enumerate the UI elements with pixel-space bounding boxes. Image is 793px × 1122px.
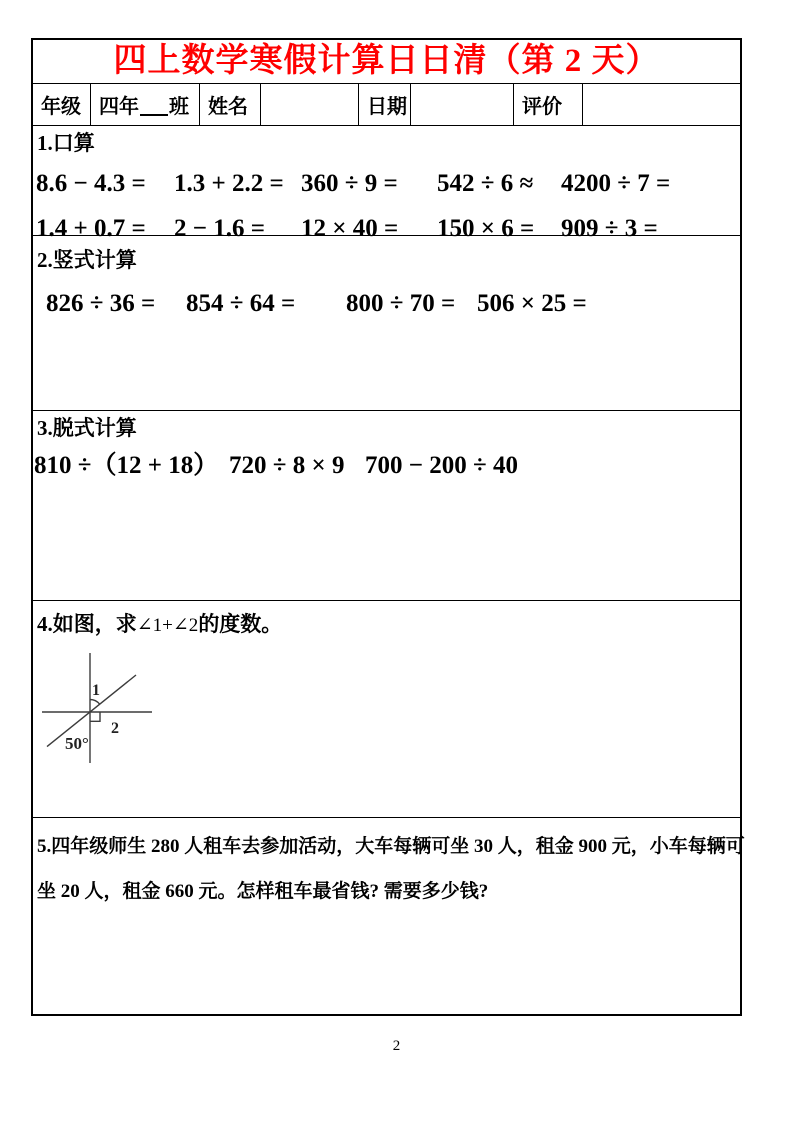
page-title: 四上数学寒假计算日日清（第 2 天） xyxy=(113,43,660,79)
section-word-problem xyxy=(33,817,745,1014)
grade-blank-line xyxy=(140,94,168,116)
geometry-heading-math: ∠1+∠2 xyxy=(136,615,199,636)
angle-2-label: 2 xyxy=(111,720,119,737)
geometry-heading-prefix: 4.如图，求 xyxy=(37,612,137,636)
angle-1-arc xyxy=(90,700,100,705)
oral-problem: 8.6 − 4.3 = xyxy=(36,170,146,198)
oral-problem: 542 ÷ 6 ≈ xyxy=(437,170,534,198)
grade-label: 年级 xyxy=(41,96,81,118)
word-problem-line-2: 坐 20 人，租金 660 元。怎样租车最省钱? 需要多少钱? xyxy=(37,881,489,902)
oral-problem: 909 ÷ 3 = xyxy=(561,215,658,243)
grade-prefix: 四年 xyxy=(99,96,139,118)
stepwise-problem: 810 ÷（12 + 18） xyxy=(34,452,219,480)
section-vertical-calculation xyxy=(33,235,740,410)
given-angle-label: 50° xyxy=(65,734,89,753)
name-label: 姓名 xyxy=(199,84,260,125)
section-angle-problem xyxy=(33,600,740,817)
oral-problem: 360 ÷ 9 = xyxy=(301,170,398,198)
section-heading-stepwise: 3.脱式计算 xyxy=(37,416,137,440)
word-problem-line-1: 5.四年级师生 280 人租车去参加活动，大车每辆可坐 30 人，租金 900 元，小车每辆可 xyxy=(37,836,745,857)
section-stepwise-calculation xyxy=(33,410,740,600)
oral-problem-row-1 xyxy=(33,171,740,196)
vertical-problem: 826 ÷ 36 = xyxy=(46,290,156,318)
section-heading-oral: 1.口算 xyxy=(37,131,95,155)
grade-suffix: 班 xyxy=(169,96,189,118)
oral-problem: 1.4 + 0.7 = xyxy=(36,215,146,243)
title-row xyxy=(33,40,740,83)
angle-figure xyxy=(39,649,179,779)
section-heading-geometry xyxy=(37,611,740,639)
vertical-problem-row xyxy=(33,291,740,316)
page-number: 2 xyxy=(392,1038,401,1054)
worksheet-table xyxy=(31,38,745,1016)
vertical-problem: 854 ÷ 64 = xyxy=(186,290,296,318)
evaluation-value-cell xyxy=(582,84,740,125)
oral-problem: 1.3 + 2.2 = xyxy=(174,170,284,198)
oral-problem: 150 × 6 = xyxy=(437,215,535,243)
section-heading-vertical: 2.竖式计算 xyxy=(37,248,137,272)
stepwise-problem-row xyxy=(33,453,740,478)
stepwise-problem: 700 − 200 ÷ 40 xyxy=(365,452,518,480)
vertical-problem: 506 × 25 = xyxy=(477,290,587,318)
section-oral-calculation xyxy=(33,125,740,243)
evaluation-label: 评价 xyxy=(513,84,582,125)
vertical-problem: 800 ÷ 70 = xyxy=(346,290,456,318)
student-info-row xyxy=(33,83,740,125)
name-value-cell xyxy=(260,84,358,125)
angle-1-label: 1 xyxy=(92,682,100,699)
grade-value-cell xyxy=(90,84,199,125)
oral-problem: 12 × 40 = xyxy=(301,215,399,243)
right-angle-mark xyxy=(90,712,100,721)
geometry-heading-suffix: 的度数。 xyxy=(198,612,283,636)
oral-problem: 4200 ÷ 7 = xyxy=(561,170,671,198)
date-value-cell xyxy=(410,84,513,125)
date-label: 日期 xyxy=(358,84,410,125)
oral-problem: 2 − 1.6 = xyxy=(174,215,265,243)
stepwise-problem: 720 ÷ 8 × 9 xyxy=(229,452,345,480)
